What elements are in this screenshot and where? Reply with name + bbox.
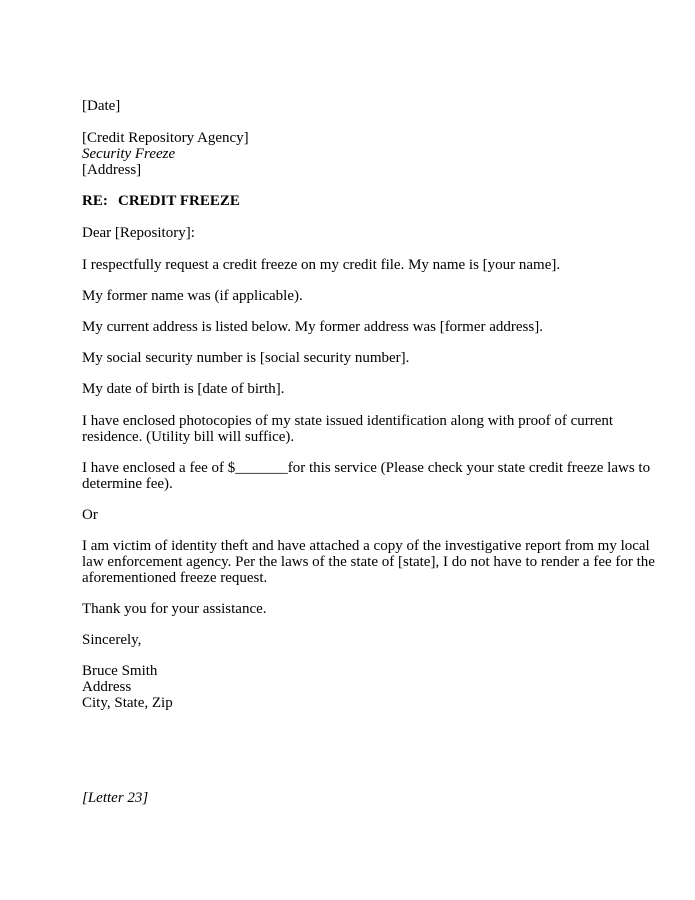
paragraph-or [82,507,622,523]
paragraph-address [82,319,622,335]
subject-text: CREDIT FREEZE [118,193,240,209]
ssn-text: My social security number is [social security number]. [82,350,410,366]
closing [82,632,622,648]
closing-text: Sincerely, [82,632,142,648]
paragraph-fee [82,460,651,492]
identity-theft-line-1: I am victim of identity theft and have attached a copy of the investigative report from my local [82,538,650,554]
identity-theft-line-3: aforementioned freeze request. [82,570,268,586]
dob-text: My date of birth is [date of birth]. [82,381,285,397]
or-text: Or [82,507,98,523]
fee-line-2: determine fee). [82,476,173,492]
address-text: My current address is listed below. My former address was [former address]. [82,319,543,335]
date-text: [Date] [82,98,121,114]
paragraph-dob [82,381,622,397]
recipient-agency: [Credit Repository Agency] [82,130,249,146]
recipient-address: [Address] [82,162,142,178]
fee-line-1: I have enclosed a fee of $_______for this service (Please check your state credit freeze laws to [82,460,651,476]
signature-block [82,663,622,711]
signature-name: Bruce Smith [82,663,158,679]
subject-line [82,193,622,209]
request-text: I respectfully request a credit freeze on my credit file. My name is [your name]. [82,257,561,273]
subject-label: RE: [82,193,108,209]
paragraph-request [82,257,622,273]
paragraph-ssn [82,350,622,366]
salutation [82,225,622,241]
former-name-text: My former name was (if applicable). [82,288,303,304]
signature-city-state-zip: City, State, Zip [82,695,173,711]
identity-theft-line-2: law enforcement agency. Per the laws of the state of [state], I do not have to render a fee for the [82,554,655,570]
recipient-department: Security Freeze [82,146,176,162]
thanks-text: Thank you for your assistance. [82,601,267,617]
paragraph-former-name [82,288,622,304]
paragraph-identity-theft [82,538,655,586]
letter-footer-label [82,790,622,806]
recipient-block [82,130,622,178]
letter-date [82,98,622,114]
identification-line-1: I have enclosed photocopies of my state issued identification along with proof of current [82,413,614,429]
paragraph-identification [82,413,622,445]
paragraph-thanks [82,601,622,617]
footer-label-text: [Letter 23] [82,790,149,806]
salutation-text: Dear [Repository]: [82,225,195,241]
signature-address: Address [82,679,132,695]
identification-line-2: residence. (Utility bill will suffice). [82,429,295,445]
